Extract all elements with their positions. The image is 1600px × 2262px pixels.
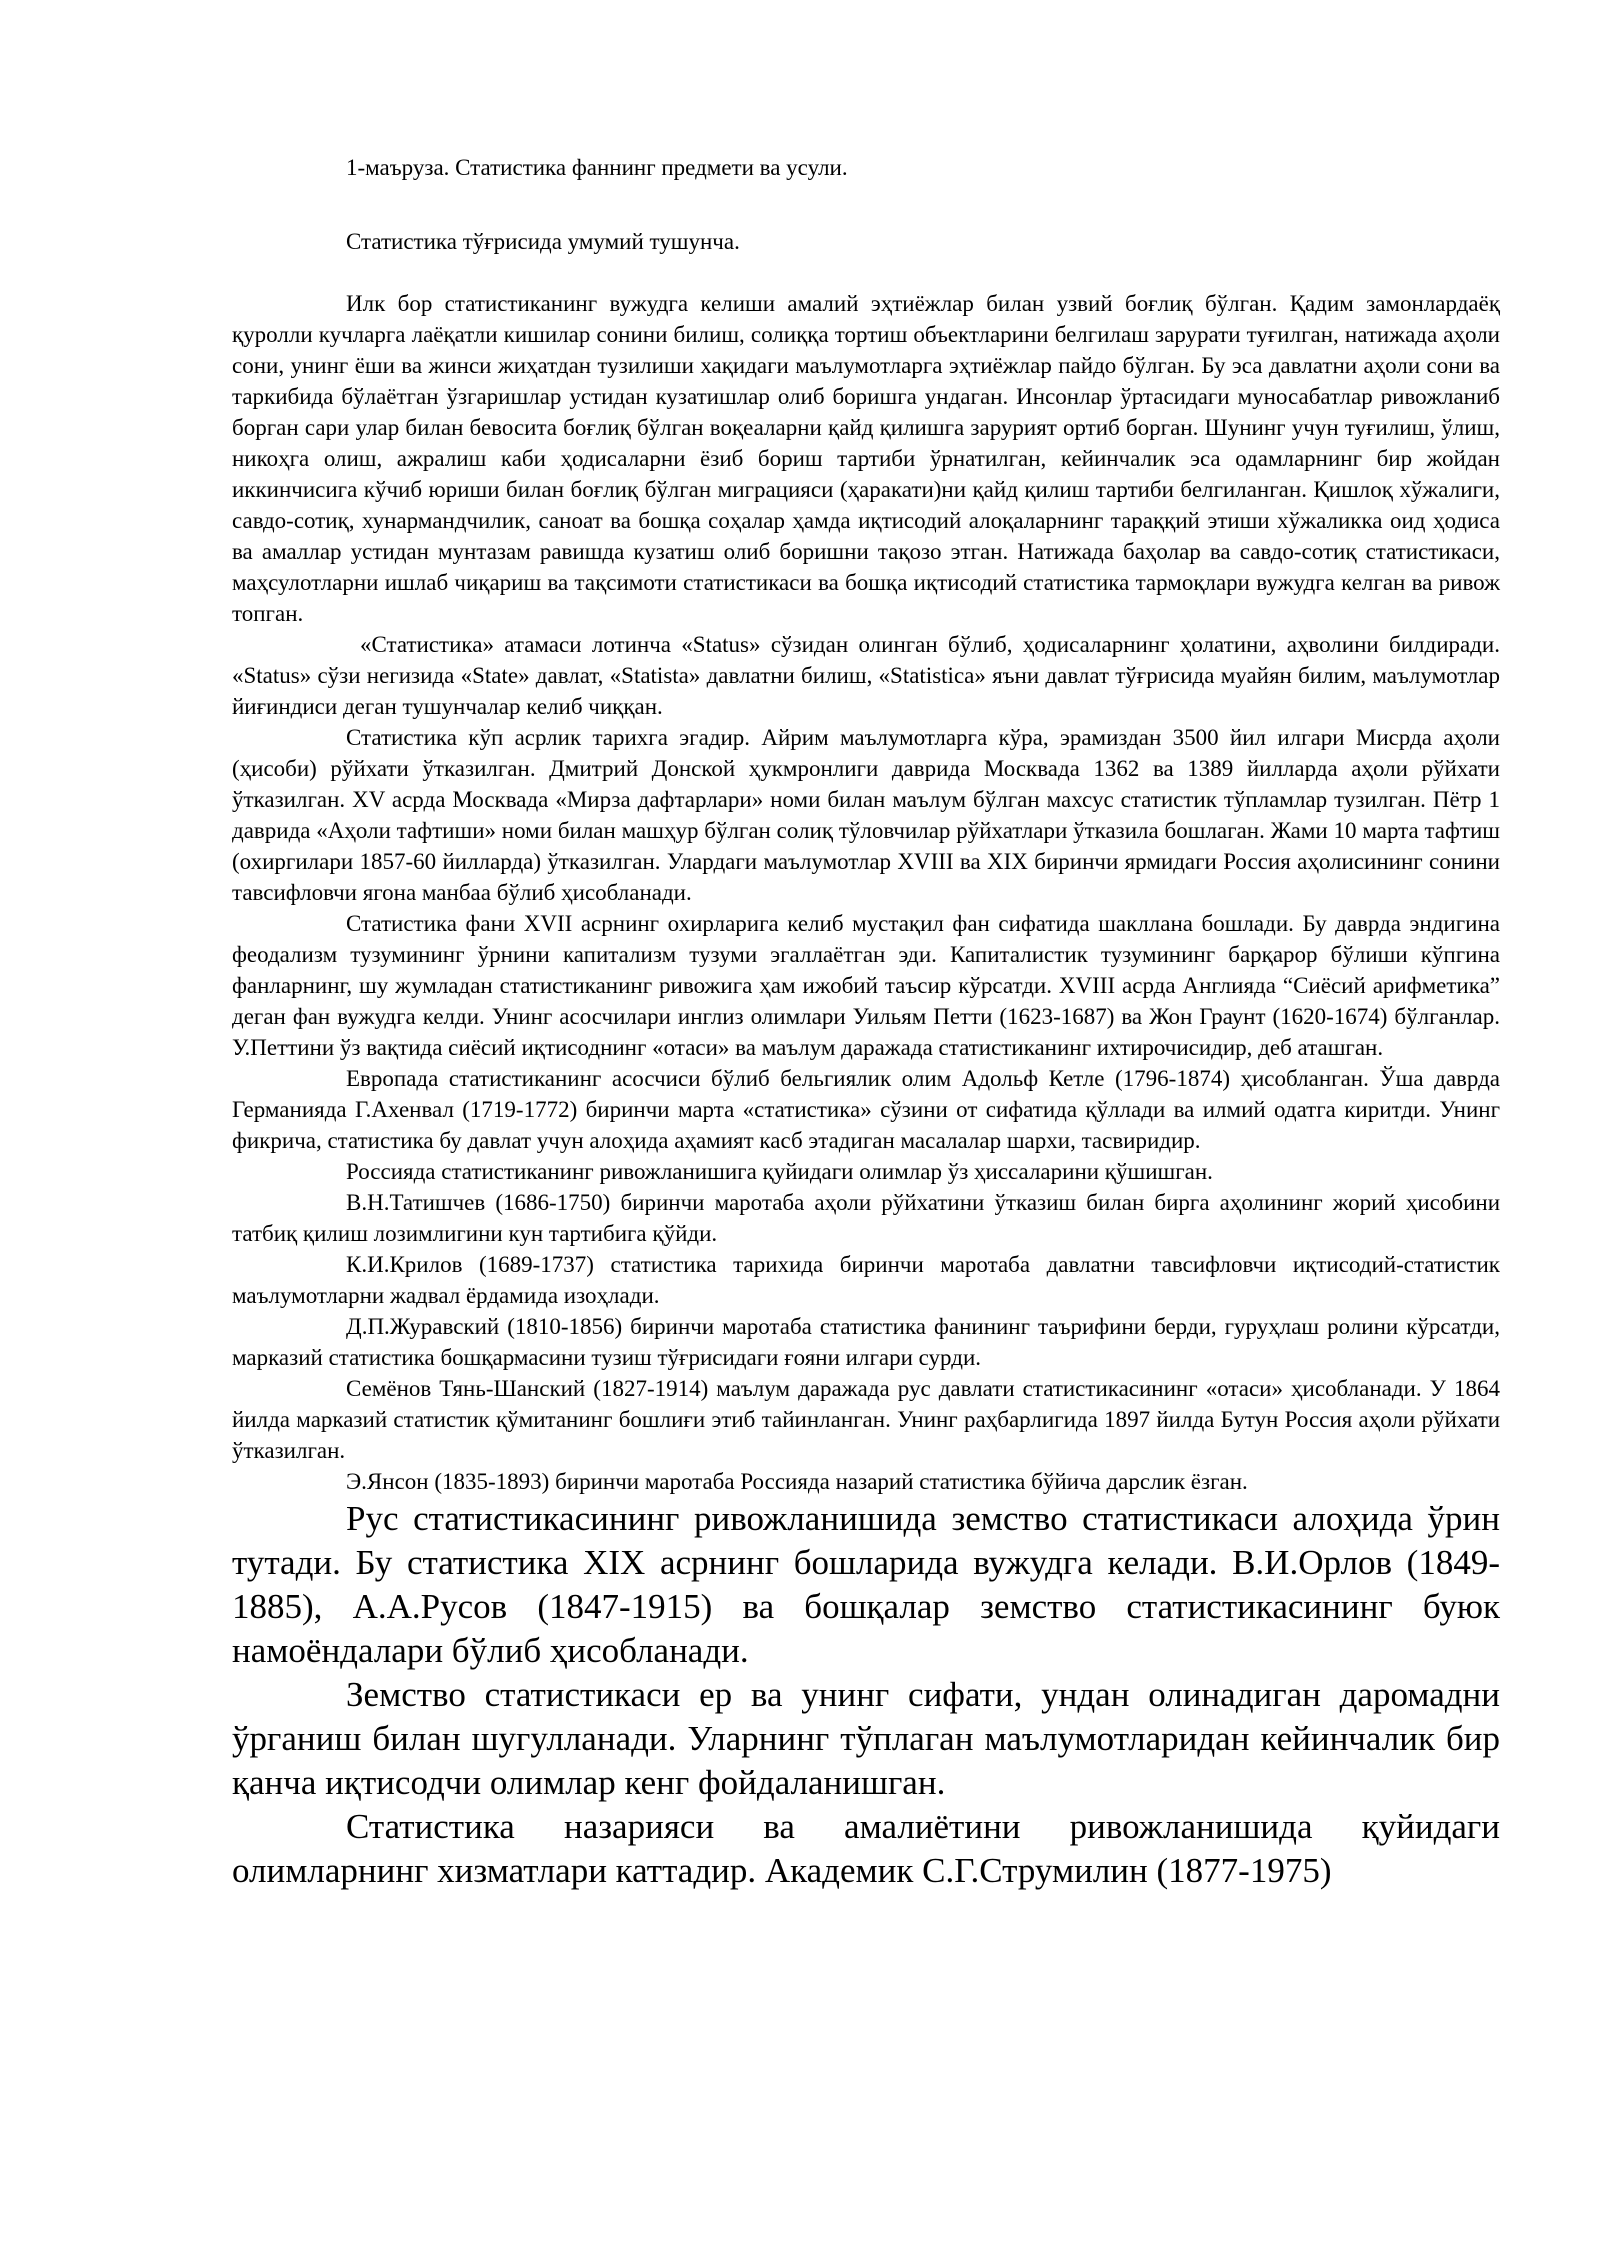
- paragraph-semenov: Семёнов Тянь-Шанский (1827-1914) маълум даражада рус давлати статистикасининг «отаси» ҳисобланади. У 1864 йилда марказий статистик қўмитанинг бошлиғи этиб тайинланган. Унинг раҳбарлигида 1897 йилда Бутун Россия аҳоли рўйхати ўтказилган.: [232, 1376, 1500, 1463]
- paragraph-origin: Илк бор статистиканинг вужудга келиши амалий эҳтиёжлар билан узвий боғлиқ бўлган. Қадим замонлардаёқ қуролли кучларга лаёқатли кишилар сонини билиш, солиққа тортиш объектларини белгилаш зарурати туғилган, натижада аҳоли сони, унинг ёши ва жинси жиҳатдан тузилиши хақидаги маълумотларга эҳтиёжлар пайдо бўлган. Бу эса давлатни аҳоли сони ва таркибида бўлаётган ўзгаришлар устидан кузатишлар олиб боришга ундаган. Инсонлар ўртасидаги муносабатлар ривожланиб борган сари улар билан бевосита боғлиқ бўлган воқеаларни қайд қилишга зарурият ортиб борган. Шунинг учун туғилиш, ўлиш, никоҳга олиш, ажралиш каби ҳодисаларни ёзиб бориш тартиби ўрнатилган, кейинчалик эса одамларнинг бир жойдан иккинчисига кўчиб юриши билан боғлиқ бўлган миграцияси (ҳаракати)ни қайд қилиш тартиби белгиланган. Қишлоқ хўжалиги, савдо-сотиқ, хунармандчилик, саноат ва бошқа соҳалар ҳамда иқтисодий алоқаларнинг тараққий этиши хўжаликка оид ҳодиса ва амаллар устидан мунтазам равишда кузатиш олиб боришни тақозо этган. Натижада баҳолар ва савдо-сотиқ статистикаси, маҳсулотларни ишлаб чиқариш ва тақсимоти статистикаси ва бошқа иқтисодий статистика тармоқлари вужудга келган ва ривож топган.: [232, 291, 1500, 626]
- paragraph-tatishchev: В.Н.Татишчев (1686-1750) биринчи маротаба аҳоли рўйхатини ўтказиш билан бирга аҳолининг жорий ҳисобини татбиқ қилиш лозимлигини кун тартибига қўйди.: [232, 1190, 1500, 1246]
- paragraph-zhuravsky: Д.П.Журавский (1810-1856) биринчи маротаба статистика фанининг таърифини берди, гуруҳлаш ролини кўрсатди, марказий статистика бошқармасини тузиш тўғрисидаги ғояни илгари сурди.: [232, 1314, 1500, 1370]
- paragraph-scientists: Статистика назарияси ва амалиётини ривожланишида қуйидаги олимларнинг хизматлари каттадир. Академик С.Г.Струмилин (1877-1975): [232, 1807, 1500, 1890]
- paragraph-janson: Э.Янсон (1835-1893) биринчи маротаба Россияда назарий статистика бўйича дарслик ёзган.: [346, 1469, 1248, 1494]
- paragraph-zemstvo-study: Земство статистикаси ер ва унинг сифати, ундан олинадиган даромадни ўрганиш билан шугулланади. Уларнинг тўплаган маълумотларидан кейинчалик бир қанча иқтисодчи олимлар кенг фойдаланишган.: [232, 1675, 1500, 1802]
- paragraph-europe: Европада статистиканинг асосчиси бўлиб бельгиялик олим Адольф Кетле (1796-1874) ҳисобланган. Ўша даврда Германияда Г.Ахенвал (1719-1772) биринчи марта «статистика» сўзини от сифатида қўллади ва илмий одатга киритди. Унинг фикрича, статистика бу давлат учун алоҳида аҳамият касб этадиган масалалар шархи, тасвиридир.: [232, 1066, 1500, 1153]
- lecture-title: 1-маъруза. Статистика фаннинг предмети ва усули.: [346, 155, 848, 180]
- paragraph-russia-intro: Россияда статистиканинг ривожланишига қуйидаги олимлар ўз ҳиссаларини қўшишган.: [346, 1159, 1213, 1184]
- document-page: [232, 152, 1500, 1893]
- paragraph-history: Статистика кўп асрлик тарихга эгадир. Айрим маълумотларга кўра, эрамиздан 3500 йил илгари Мисрда аҳоли (ҳисоби) рўйхати ўтказилган. Дмитрий Донской ҳукмронлиги даврида Москвада 1362 ва 1389 йилларда аҳоли рўйхати ўтказилган. XV асрда Москвада «Мирза дафтарлари» номи билан маълум бўлган махсус статистик тўпламлар тузилган. Пётр 1 даврида «Аҳоли тафтиши» номи билан машҳур бўлган солиқ тўловчилар рўйхатлари ўтказила бошлаган. Жами 10 марта тафтиш (охиргилари 1857-60 йилларда) ўтказилган. Улардаги маълумотлар XVIII ва XIX биринчи ярмидаги Россия аҳолисининг сонини тавсифловчи ягона манбаа бўлиб ҳисобланади.: [232, 725, 1500, 905]
- section-subtitle: Статистика тўғрисида умумий тушунча.: [346, 229, 740, 254]
- paragraph-science: Статистика фани XVII асрнинг охирларига келиб мустақил фан сифатида шакллана бошлади. Бу даврда эндигина феодализм тузумининг ўрнини капитализм тузуми эгаллаётган эди. Капиталистик тузумининг барқарор бўлиши кўпгина фанларнинг, шу жумладан статистиканинг ривожига ҳам ижобий таъсир кўрсатди. XVIII асрда Англияда “Сиёсий арифметика” деган фан вужудга келди. Унинг асосчилари инглиз олимлари Уильям Петти (1623-1687) ва Жон Граунт (1620-1674) бўлганлар. У.Петтини ўз вақтида сиёсий иқтисоднинг «отаси» ва маълум даражада статистиканинг ихтирочисидир, деб аташган.: [232, 911, 1500, 1060]
- paragraph-krilov: К.И.Крилов (1689-1737) статистика тарихида биринчи маротаба давлатни тавсифловчи иқтисодий-статистик маълумотларни жадвал ёрдамида изоҳлади.: [232, 1252, 1500, 1308]
- paragraph-zemstvo-role: Рус статистикасининг ривожланишида земство статистикаси алоҳида ўрин тутади. Бу статистика XIX асрнинг бошларида вужудга келади. В.И.Орлов (1849-1885), А.А.Русов (1847-1915) ва бошқалар земство статистикасининг буюк намоёндалари бўлиб ҳисобланади.: [232, 1499, 1500, 1670]
- paragraph-etymology: «Статистика» атамаси лотинча «Status» сўзидан олинган бўлиб, ҳодисаларнинг ҳолатини, аҳволини билдиради. «Status» сўзи негизида «State» давлат, «Statista» давлатни билиш, «Statistica» яъни давлат тўғрисида муайян билим, маълумотлар йиғиндиси деган тушунчалар келиб чиққан.: [232, 632, 1500, 719]
